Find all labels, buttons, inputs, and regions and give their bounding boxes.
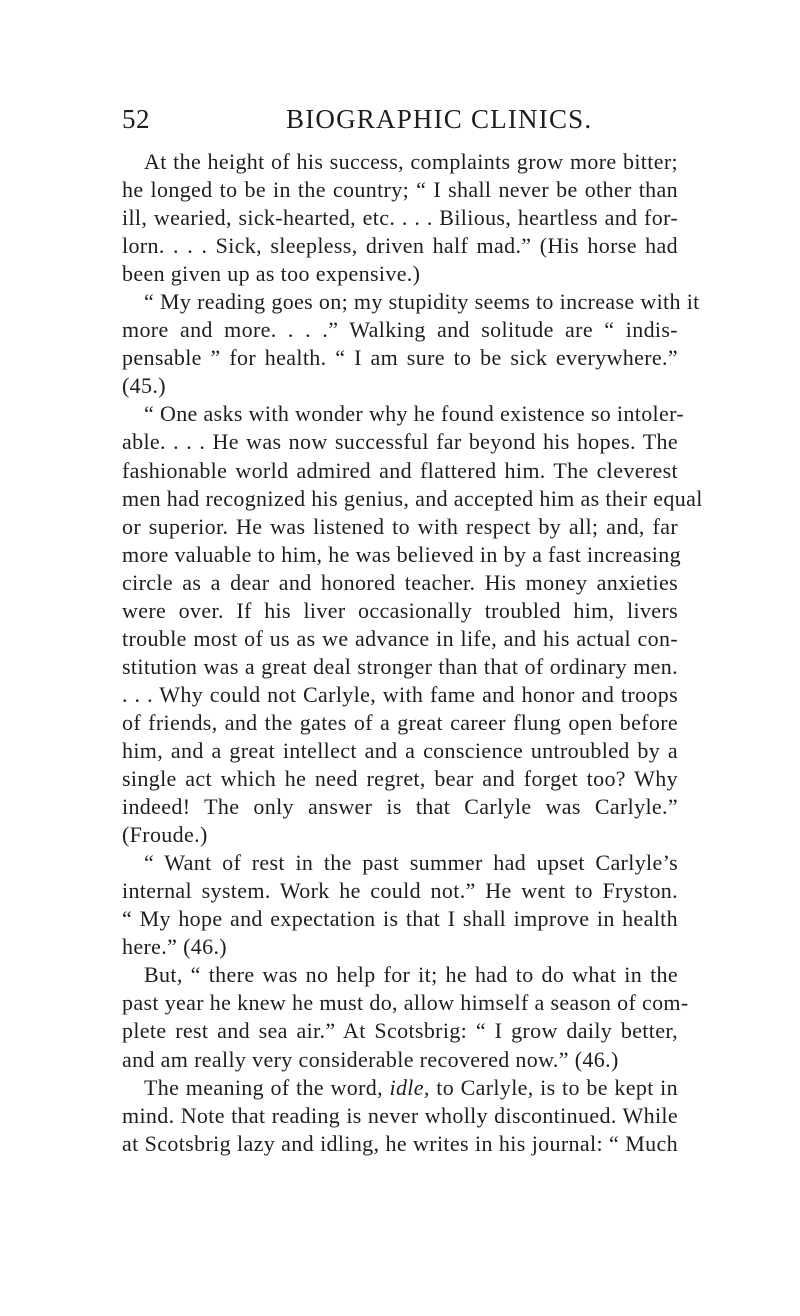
text-line: been given up as too expensive.): [122, 261, 421, 287]
text-line: (Froude.): [122, 822, 208, 848]
text-line: here.” (46.): [122, 934, 227, 960]
text-line: trouble most of us as we advance in life, and his actual con-: [122, 625, 678, 651]
text-line: “ Want of rest in the past summer had upset Carlyle’s: [144, 850, 678, 876]
text-line: or superior. He was listened to with respect by all; and, far: [122, 513, 678, 539]
text-line: plete rest and sea air.” At Scotsbrig: “ I grow daily better,: [122, 1018, 678, 1044]
text-line: “ My hope and expectation is that I shall improve in health: [122, 906, 678, 932]
text-line: circle as a dear and honored teacher. His money anxieties: [122, 569, 678, 595]
text-line: mind. Note that reading is never wholly discontinued. While: [122, 1102, 678, 1128]
text-line: more and more. . . .” Walking and solitude are “ indis-: [122, 317, 678, 343]
text-line: at Scotsbrig lazy and idling, he writes in his journal: “ Much: [122, 1130, 678, 1156]
running-head: [122, 104, 678, 138]
text-line: “ My reading goes on; my stupidity seems to increase with it: [144, 289, 700, 315]
text-line: indeed! The only answer is that Carlyle was Carlyle.”: [122, 794, 678, 820]
text-fragment: to Carlyle, is to be kept in: [429, 1074, 678, 1100]
text-line: more valuable to him, he was believed in by a fast increasing: [122, 541, 681, 567]
text-line: he longed to be in the country; “ I shall never be other than: [122, 177, 678, 203]
text-line: . . . Why could not Carlyle, with fame and honor and troops: [122, 681, 678, 707]
italic-word: idle,: [389, 1074, 430, 1100]
text-line: of friends, and the gates of a great career flung open before: [122, 709, 678, 735]
text-line: and am really very considerable recovered now.” (46.): [122, 1046, 619, 1072]
text-line: “ One asks with wonder why he found existence so intoler-: [144, 401, 685, 427]
text-line: stitution was a great deal stronger than that of ordinary men.: [122, 653, 678, 679]
text-line: At the height of his success, complaints grow more bitter;: [144, 149, 678, 174]
text-line: fashionable world admired and flattered him. The cleverest: [122, 457, 678, 483]
text-line: him, and a great intellect and a conscience untroubled by a: [122, 737, 678, 763]
running-title: BIOGRAPHIC CLINICS.: [286, 104, 593, 134]
text-line: [122, 1074, 678, 1102]
text-line: lorn. . . . Sick, sleepless, driven half mad.” (His horse had: [122, 233, 678, 259]
text-line: internal system. Work he could not.” He went to Fryston.: [122, 878, 678, 904]
text-line: ill, wearied, sick-hearted, etc. . . . Bilious, heartless and for-: [122, 205, 678, 231]
text-line: able. . . . He was now successful far beyond his hopes. The: [122, 429, 678, 455]
text-line: men had recognized his genius, and accepted him as their equal: [122, 485, 703, 511]
text-line: were over. If his liver occasionally troubled him, livers: [122, 597, 678, 623]
page-number: 52: [122, 104, 150, 134]
text-line: pensable ” for health. “ I am sure to be sick everywhere.”: [122, 345, 678, 371]
text-line: (45.): [122, 373, 166, 399]
text-line: past year he knew he must do, allow himself a season of com-: [122, 990, 689, 1016]
body-text: [122, 148, 703, 1158]
text-line: single act which he need regret, bear and forget too? Why: [122, 766, 678, 792]
text-fragment: The meaning of the word,: [144, 1074, 390, 1100]
text-line: But, “ there was no help for it; he had to do what in the: [144, 962, 678, 988]
